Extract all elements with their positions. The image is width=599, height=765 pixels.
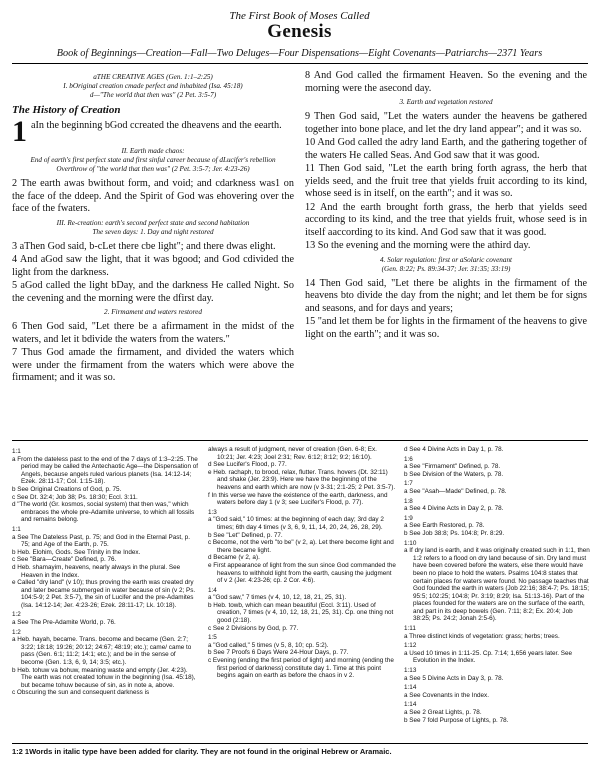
- book-subtitle: Book of Beginnings—Creation—Fall—Two Deluges—Four Dispensations—Eight Covenants—Patriarchs—2371 Years: [56, 48, 543, 59]
- verse-15: 15 "and let them be for lights in the firmament of the heavens to give light on the earth"; and it was so.: [305, 316, 587, 340]
- note-item: c Evening (ending the first period of light) and morning (ending the first period of darkness) constitute day 1. Time at this point begins again on earth as before the chaos in v 2.: [208, 657, 394, 680]
- note-reference: 1:13: [404, 667, 417, 675]
- note-reference: 1:14: [404, 701, 417, 709]
- note-item: a See The Dateless Past, p. 75; and God in the Eternal Past, p. 75; and Age of the Earth, p. 75.: [12, 533, 190, 549]
- note-item: c See 2 Divisions by God, p. 77.: [208, 624, 299, 632]
- note-item: a See 2 Great Lights, p. 78.: [404, 709, 482, 716]
- outline-creative-ages: aTHE CREATIVE AGES (Gen. 1:1–2:25) I. bOriginal creation cmade perfect and inhabited (Isa. 45:18) d—"The world that then was" (2 Pet. 3:5-7): [63, 73, 243, 99]
- note-item: b See Division of the Waters, p. 78.: [404, 470, 504, 478]
- note-item: a "God called," 5 times (v 5, 8, 10; cp. 5:2).: [208, 641, 329, 649]
- verse-14: 14 Then God said, "Let there be alights in the firmament of the heavens bto divide the day from the night; and let them be for signs and seasons, and for days and years;: [305, 277, 587, 314]
- outline-re-creation: III. Re-creation: earth's second perfect state and second habitation The seven days: 1. Day and night restored: [56, 218, 250, 236]
- note-item: e First appearance of light from the sun since God commanded the heavens to withhold light from the earth, causing the judgment of v 2 (Jer. 4:23-26; cp. 2 Cor. 4:6).: [208, 561, 396, 585]
- note-reference: 1:7: [404, 480, 413, 488]
- note-item: d Heb. shamayim, heavens, nearly always in the plural. See Heaven in the Index.: [12, 563, 181, 579]
- note-item: c See Dt. 32:4; Job 38; Ps. 18:30; Eccl. 3:11.: [12, 493, 138, 501]
- note-item: d Became (v 2, a).: [208, 554, 260, 562]
- note-reference: 1:5: [208, 634, 217, 642]
- note-reference: 1:2: [12, 628, 21, 636]
- note-reference: 1:2: [12, 611, 21, 619]
- outline-solar-regulation: 4. Solar regulation: first or aSolaric covenant (Gen. 8:22; Ps. 89:34-37; Jer. 31:35; 33:19): [379, 255, 513, 273]
- note-reference: 1:8: [404, 497, 413, 505]
- note-item: c Obscuring the sun and consequent darkness is: [12, 689, 150, 697]
- note-item: a See Earth Restored, p. 78.: [404, 522, 485, 530]
- note-item: b See Job 38:8; Ps. 104:8; Pr. 8:29.: [404, 529, 505, 537]
- verse-10: 10 And God called the adry land Earth, and the gathering together of the waters He called Seas. And God saw that it was good.: [305, 137, 587, 161]
- note-reference: 1:4: [208, 586, 217, 594]
- note-item: a If dry land is earth, and it was originally created such in 1:1, then 1:2 refers to a flood on dry land because of sin. Dry land must have been covered before the waters, else there would have been no place to hold the waters. Psalms 104:8 states that certain places for waters were found. No passage teaches that God founded the earth in waters (Job 22:16; 38:4-7; Ps. 18:15; 95:5; 102:25; 104:8; Pr. 3:19; 8:29; Isa. 51:13-16). Part of the places founded for the waters are on the surface of the earth, and part in its deep bowels (Gen. 7:11; 8:2; Ex. 20:4; Job 38:25; Ps. 24:2; Jonah 2:5-6).: [404, 547, 590, 623]
- note-item: d "The world (Gr. kosmos, social system) that then was," which embraces the whole pre-Adamite universe, to which all fossils and remains belong.: [12, 501, 195, 524]
- notes-column-1: [12, 446, 200, 697]
- note-item: a See "Asah—Made" Defined, p. 78.: [404, 487, 507, 495]
- note-item: a See "Firmament" Defined, p. 78.: [404, 463, 501, 471]
- note-reference: 1:10: [404, 539, 417, 547]
- note-item: b See 7 Proofs 6 Days Were 24-Hour Days, p. 77.: [208, 649, 349, 657]
- note-reference: 1:6: [404, 455, 413, 463]
- outline-firmament: 2. Firmament and waters restored: [104, 308, 202, 316]
- note-item: b See "Let" Defined, p. 77.: [208, 531, 283, 539]
- verse-11: 11 Then God said, "Let the earth bring forth agrass, the herb that yields seed, and the fruit tree that yields fruit according to its kind, whose seed is in itself, on the earth"; and it was so.: [305, 163, 587, 199]
- chapter-number: 1: [12, 115, 27, 148]
- note-item: d See 4 Divine Acts in Day 1, p. 78.: [404, 446, 504, 453]
- note-item: b See Original Creations of God, p. 75.: [12, 485, 122, 493]
- footnote: 1:2 1Words in italic type have been added for clarity. They are not found in the original Hebrew or Aramaic.: [12, 747, 392, 756]
- note-item: a "God said," 10 times: at the beginning of each day; 3rd day 2 times; 6th day 4 times (v 3, 6, 9, 11, 14, 20, 24, 26, 28, 29).: [208, 516, 384, 531]
- note-item: a See 4 Divine Acts in Day 2, p. 78.: [404, 505, 504, 513]
- note-item: a Heb. hayah, became. Trans. become and became (Gen. 2:7; 3:22; 18:18; 19:26; 20:12; 24:67; 48:19; etc.); came/ came to pass (Gen. 6:1; 11:2; 14:1; etc.); and be in the sense of become (Gen. 1:3, 6, 9, 14; 3:5; etc.).: [12, 636, 192, 667]
- note-item: b Heb. Elohim, Gods. See Trinity in the Index.: [12, 548, 141, 556]
- note-reference: 1:12: [404, 642, 417, 650]
- verse-6: 6 Then God said, "Let there be a afirmament in the midst of the waters, and let it bdivide the waters from the waters.": [12, 321, 294, 345]
- note-item: b Heb. tohuw va bohuw, meaning waste and empty (Jer. 4:23). The earth was not created tohuw in the beginning (Isa. 45:18), but became tohuw because of sin, as in note a, above.: [12, 666, 196, 689]
- note-item: d See Lucifer's Flood, p. 77.: [208, 461, 287, 469]
- verse-7: 7 Thus God amade the firmament, and divided the waters which were under the firmament from the waters which were above the firmament; and it was so.: [12, 347, 294, 383]
- verse-4: 4 And aGod saw the light, that it was bgood; and God cdivided the light from the darkness.: [12, 254, 294, 278]
- note-item: f In this verse we have the existence of the earth, darkness, and waters before day 1 (v 3; see Lucifer's Flood, p. 77).: [208, 491, 388, 507]
- note-reference: 1:14: [404, 684, 417, 692]
- note-item: e Heb. rachaph, to brood, relax, flutter. Trans. hovers (Dt. 32:11) and shake (Jer. 23:9). Here we have the beginning of the heavens and earth which are now (v 3-31; 2:1-25; 2 Pet. 3:5-7).: [208, 468, 396, 491]
- note-item: c Become, not the verb "to be" (v 2, a). Let there become light and there became light.: [208, 539, 394, 554]
- note-item: a "God saw," 7 times (v 4, 10, 12, 18, 21, 25, 31).: [208, 594, 347, 602]
- note-item: b See 7 fold Purpose of Lights, p. 78.: [404, 716, 509, 724]
- footer-rule: [12, 743, 588, 744]
- book-title: Genesis: [267, 21, 332, 42]
- verse-5: 5 aGod called the light bDay, and the darkness He called Night. So the cevening and the morning were the dfirst day.: [12, 280, 294, 304]
- notes-divider: [12, 440, 588, 441]
- verse-2: 2 The earth awas bwithout form, and void; and cdarkness was1 on the face of the ddeep. And the Spirit of God was ehovering over the face of the fwaters.: [12, 178, 294, 214]
- verse-12: 12 And the earth brought forth grass, the herb that yields seed according to its kind, and the tree that yields fruit, whose seed is in itself aaccording to its kind. And God saw that it was good.: [305, 201, 587, 238]
- note-item: a See The Pre-Adamite World, p. 76.: [12, 619, 116, 627]
- note-item: a See Covenants in the Index.: [404, 691, 489, 699]
- note-reference: 1:1: [12, 448, 21, 455]
- note-reference: 1:3: [208, 508, 217, 516]
- note-item: c See "Bara—Create" Defined, p. 76.: [12, 556, 117, 564]
- outline-earth-vegetation: 3. Earth and vegetation restored: [399, 98, 493, 106]
- note-item: a Used 10 times in 1:11-25. Cp. 7:14; 1,656 years later. See Evolution in the Index.: [404, 649, 573, 665]
- verse-13: 13 So the evening and the morning were the athird day.: [305, 240, 531, 251]
- book-kicker: The First Book of Moses Called: [229, 10, 370, 22]
- outline-earth-chaos: II. Earth made chaos: End of earth's first perfect state and first sinful career because of dLucifer's rebellion Overthrow of "the world that then was" (2 Pet. 3:5-7; Jer. 4:23-26): [30, 147, 276, 173]
- note-item: e Called "dry land" (v 10); thus proving the earth was created dry and later became submerged in water because of sin (v 2; Ps. 104:5-9; 2 Pet. 3:5-7), the sin of Lucifer and the pre-Adamites (Isa. 14:12-14; Jer. 4:23-26; Ezek. 28:11-17; Lk. 10:18).: [12, 579, 196, 609]
- note-item: always a result of judgment, never of creation (Gen. 6-8; Ex. 10:21; Jer. 4:23; Joel 2:31; Rev. 6:12; 8:12; 9:2; 16:10).: [208, 446, 377, 461]
- notes-column-3: [404, 446, 592, 724]
- verse-1: [12, 115, 294, 148]
- right-text-column: [305, 70, 587, 342]
- left-text-column: [12, 70, 294, 386]
- note-item: b Heb. towb, which can mean beautiful (Eccl. 3:11). Used of creation, 7 times (v 4, 10, 12, 18, 21, 25, 31). Cp. one thing not good (2:18).: [208, 601, 394, 625]
- section-heading: The History of Creation: [12, 104, 121, 116]
- header-rule: [12, 63, 588, 64]
- note-item: a From the dateless past to the end of the 7 days of 1:3–2:25. The period may be called the Antechaotic Age—the Dispensation of Angels, because angels ruled various planets (Isa. 14:12-14; Ezek. 28:11-17; Col. 1:15-18).: [12, 455, 199, 486]
- verse-8: 8 And God called the firmament Heaven. So the evening and the morning were the asecond day.: [305, 70, 587, 94]
- note-reference: 1:11: [404, 625, 416, 633]
- note-item: a Three distinct kinds of vegetation: grass; herbs; trees.: [404, 632, 560, 640]
- note-item: a See 5 Divine Acts in Day 3, p. 78.: [404, 674, 504, 682]
- notes-column-2: [208, 446, 396, 680]
- verse-3: 3 aThen God said, b-cLet there cbe light"; and there dwas elight.: [12, 240, 276, 252]
- note-reference: 1:1: [12, 525, 21, 533]
- verse-9: 9 Then God said, "Let the waters aunder the heavens be gathered together into bone place, and let the dry land appear"; and it was so.: [305, 111, 587, 135]
- verse-text: aIn the beginning bGod ccreated the dheavens and the eearth.: [31, 120, 282, 131]
- note-reference: 1:9: [404, 514, 413, 522]
